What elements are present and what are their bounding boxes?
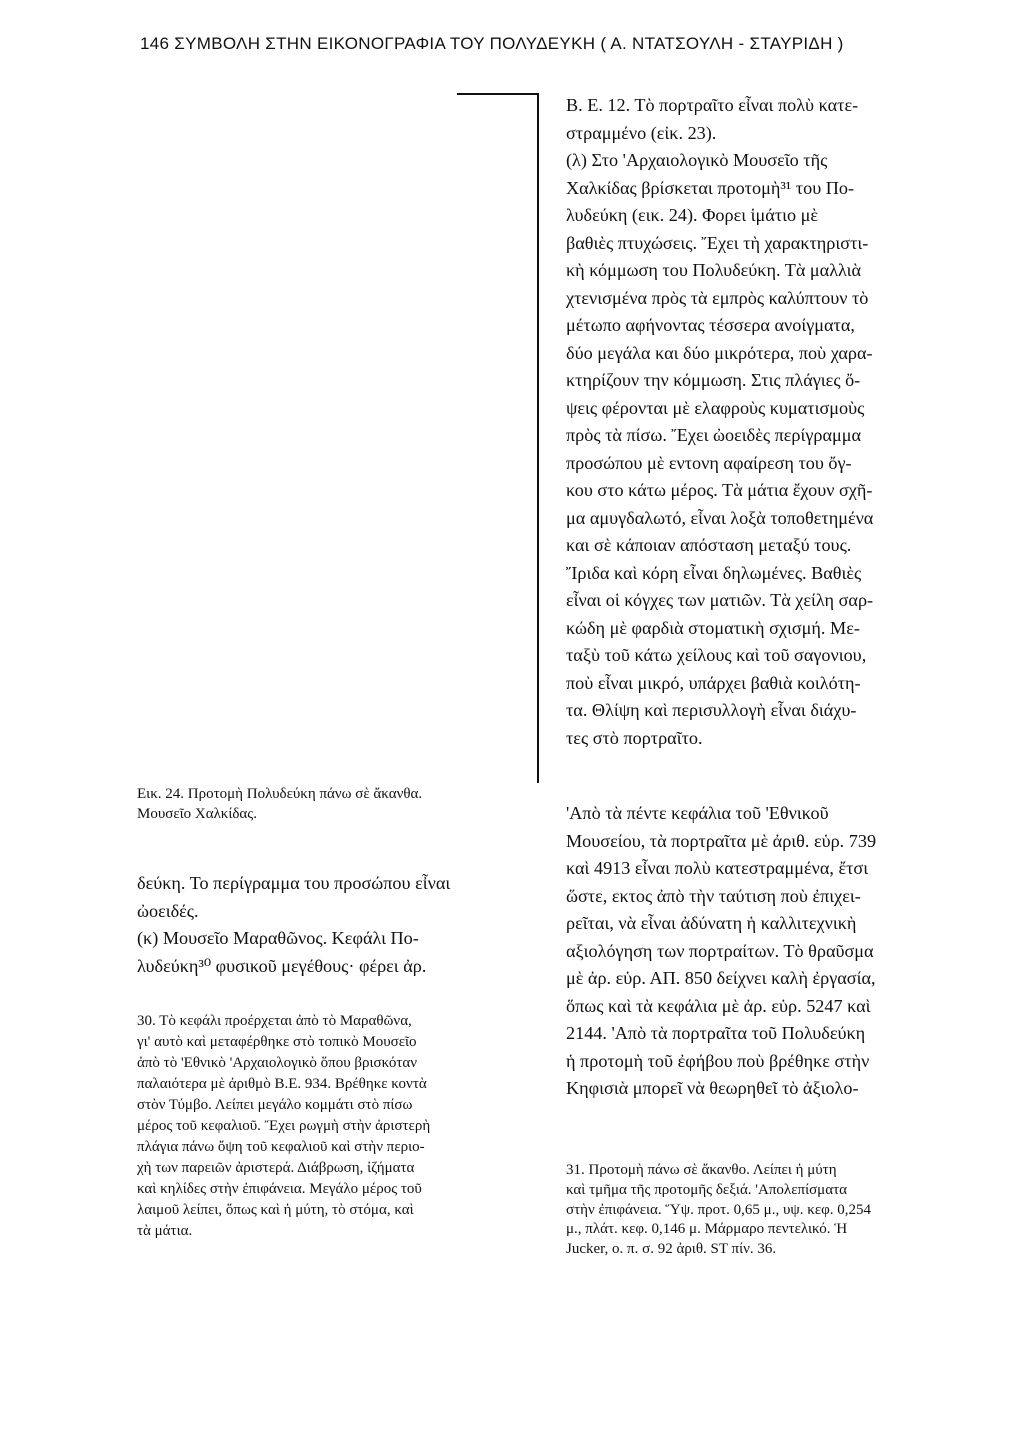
right-column-paragraph (566, 800, 982, 1103)
text-line: μα αμυγδαλωτό, εἶναι λοξὰ τοποθετημένα (566, 507, 874, 528)
text-line: Χαλκίδας βρίσκεται προτομὴ³¹ του Πο- (566, 177, 855, 198)
text-line: μέρος τοῦ κεφαλιοῦ. Ἔχει ρωγμὴ στὴν ἀριστερὴ (137, 1118, 431, 1134)
text-line: γι' αυτὸ καὶ μεταφέρθηκε στὸ τοπικὸ Μουσεῖο (137, 1034, 417, 1050)
text-line: μέτωπο αφήνοντας τέσσερα ανοίγματα, (566, 315, 855, 335)
text-line: (κ) Μουσεῖο Μαραθῶνος. Κεφάλι Πο- (137, 928, 419, 948)
text-line: ταξὺ τοῦ κάτω χείλους καὶ τοῦ σαγονιου, (566, 645, 867, 665)
text-line: ψεις φέρονται μὲ ελαφροὺς κυματισμοὺς (566, 397, 865, 418)
caption-line: Εικ. 24. Προτομὴ Πολυδεύκη πάνω σὲ ἄκανθα. (137, 786, 423, 802)
text-line: πρὸς τὰ πίσω. Ἔχει ὠοειδὲς περίγραμμα (566, 425, 862, 445)
text-line: ὥστε, εκτος ἀπὸ τὴν ταύτιση ποὺ ἐπιχει- (566, 885, 861, 906)
text-line: (λ) Στο 'Αρχαιολογικὸ Μουσεῖο τῆς (566, 150, 828, 170)
text-line: στραμμένο (εἰκ. 23). (566, 122, 717, 143)
text-line: ἀπὸ τὸ 'Εθνικὸ 'Αρχαιολογικὸ ὅπου βρισκόταν (137, 1055, 418, 1071)
running-head: 146 ΣΥΜΒΟΛΗ ΣΤΗΝ ΕΙΚΟΝΟΓΡΑΦΙΑ ΤΟΥ ΠΟΛΥΔΕΥΚΗ ( Α. ΝΤΑΤΣΟΥΛΗ - ΣΤΑΥΡΙΔΗ ) (140, 34, 844, 53)
footnote-31 (566, 1161, 982, 1260)
text-line: παλαιότερα μὲ ἀριθμὸ Β.Ε. 934. Βρέθηκε κοντὰ (137, 1076, 427, 1092)
text-line: καὶ 4913 εἶναι πολὺ κατεστραμμένα, ἔτσι (566, 858, 869, 878)
text-line: 30. Τὸ κεφάλι προέρχεται ἀπὸ τὸ Μαραθῶνα, (137, 1013, 412, 1029)
footnote-30 (137, 1011, 557, 1242)
text-line: μ., πλάτ. κεφ. 0,146 μ. Μάρμαρο πεντελικό. Ἡ (566, 1221, 848, 1238)
text-line: Ἴριδα καὶ κόρη εἶναι δηλωμένες. Βαθιὲς (566, 562, 862, 583)
text-line: καὶ κηλίδες στὴν ἐπιφάνεια. Μεγάλο μέρος τοῦ (137, 1181, 422, 1197)
text-line: λυδεύκη³⁰ φυσικοῦ μεγέθους· φέρει ἀρ. (137, 955, 427, 976)
text-line: ἡ προτομὴ τοῦ ἐφήβου ποὺ βρέθηκε στὴν (566, 1050, 870, 1071)
text-line: τὰ μάτια. (137, 1223, 193, 1239)
text-line: ὅπως καὶ τὰ κεφάλια μὲ ἀρ. εὑρ. 5247 καὶ (566, 995, 871, 1016)
figure-placeholder-frame (457, 93, 539, 783)
text-line: λαιμοῦ λείπει, ὅπως καὶ ἡ μύτη, τὸ στόμα, καὶ (137, 1202, 414, 1218)
text-line: χὴ των παρειῶν ἀριστερά. Διάβρωση, ἰζήματα (137, 1160, 415, 1176)
text-line: 31. Προτομὴ πάνω σὲ ἄκανθο. Λείπει ἡ μύτη (566, 1162, 837, 1178)
text-line: κτηρίζουν την κόμμωση. Στις πλάγιες ὄ- (566, 370, 861, 390)
text-line: Κηφισιὰ μπορεῖ νὰ θεωρηθεῖ τὸ ἀξιολο- (566, 1078, 859, 1098)
text-line: χτενισμένα πρὸς τὰ εμπρὸς καλύπτουν τὸ (566, 287, 869, 308)
text-line: λυδεύκη (εικ. 24). Φορει ἱμάτιο μὲ (566, 205, 819, 225)
left-column-body (137, 870, 557, 980)
text-line: κὴ κόμμωση του Πολυδεύκη. Τὰ μαλλιὰ (566, 260, 862, 280)
text-line: 2144. 'Απὸ τὰ πορτραῖτα τοῦ Πολυδεύκη (566, 1023, 866, 1043)
text-line: ὠοειδές. (137, 900, 199, 921)
text-line: και σὲ κάποιαν απόσταση μεταξύ τους. (566, 535, 852, 555)
text-line: αξιολόγηση των πορτραίτων. Τὸ θραῦσμα (566, 940, 874, 961)
text-line: 'Απὸ τὰ πέντε κεφάλια τοῦ 'Εθνικοῦ (566, 803, 829, 823)
figure-caption (137, 785, 437, 825)
text-line: δεύκη. Το περίγραμμα του προσώπου εἶναι (137, 873, 451, 893)
text-line: τα. Θλίψη καὶ περισυλλογὴ εἶναι διάχυ- (566, 700, 857, 720)
text-line: Μουσείου, τὰ πορτραῖτα μὲ ἀριθ. εὑρ. 739 (566, 830, 877, 851)
text-line: κώδη μὲ φαρδιὰ στοματικὴ σχισμή. Με- (566, 617, 860, 638)
text-line: προσώπου μὲ εντονη αφαίρεση του ὄγ- (566, 452, 852, 473)
text-line: δύο μεγάλα και δύο μικρότερα, ποὺ χαρα- (566, 342, 873, 363)
text-line: ποὺ εἶναι μικρό, υπάρχει βαθιὰ κοιλότη- (566, 672, 861, 693)
text-line: κου στο κάτω μέρος. Τὰ μάτια ἔχουν σχῆ- (566, 480, 873, 500)
text-line: καὶ τμῆμα τῆς προτομῆς δεξιά. 'Απολεπίσματα (566, 1181, 847, 1198)
text-line: ρεῖται, νὰ εἶναι ἀδύνατη ἡ καλλιτεχνικὴ (566, 913, 857, 933)
caption-line: Μουσεῖο Χαλκίδας. (137, 805, 257, 822)
right-column-body (566, 92, 982, 752)
text-line: στὸν Τύμβο. Λείπει μεγάλο κομμάτι στὸ πίσω (137, 1097, 413, 1113)
text-line: Jucker, ο. π. σ. 92 ἀριθ. ST πίν. 36. (566, 1241, 777, 1258)
text-line: εἶναι οἱ κόγχες των ματιῶν. Τὰ χείλη σαρ- (566, 590, 874, 610)
text-line: μὲ ἀρ. εὑρ. ΑΠ. 850 δείχνει καλὴ ἐργασία, (566, 968, 876, 988)
text-line: Β. Ε. 12. Τὸ πορτραῖτο εἶναι πολὺ κατε- (566, 95, 859, 115)
text-line: βαθιὲς πτυχώσεις. Ἔχει τὴ χαρακτηριστι- (566, 232, 869, 253)
text-line: στὴν ἐπιφάνεια. Ὕψ. προτ. 0,65 μ., υψ. κεφ. 0,254 (566, 1201, 872, 1218)
text-line: τες στὸ πορτραῖτο. (566, 727, 703, 748)
text-line: πλάγια πάνω ὄψη τοῦ κεφαλιοῦ καὶ στὴν περιο- (137, 1139, 425, 1155)
